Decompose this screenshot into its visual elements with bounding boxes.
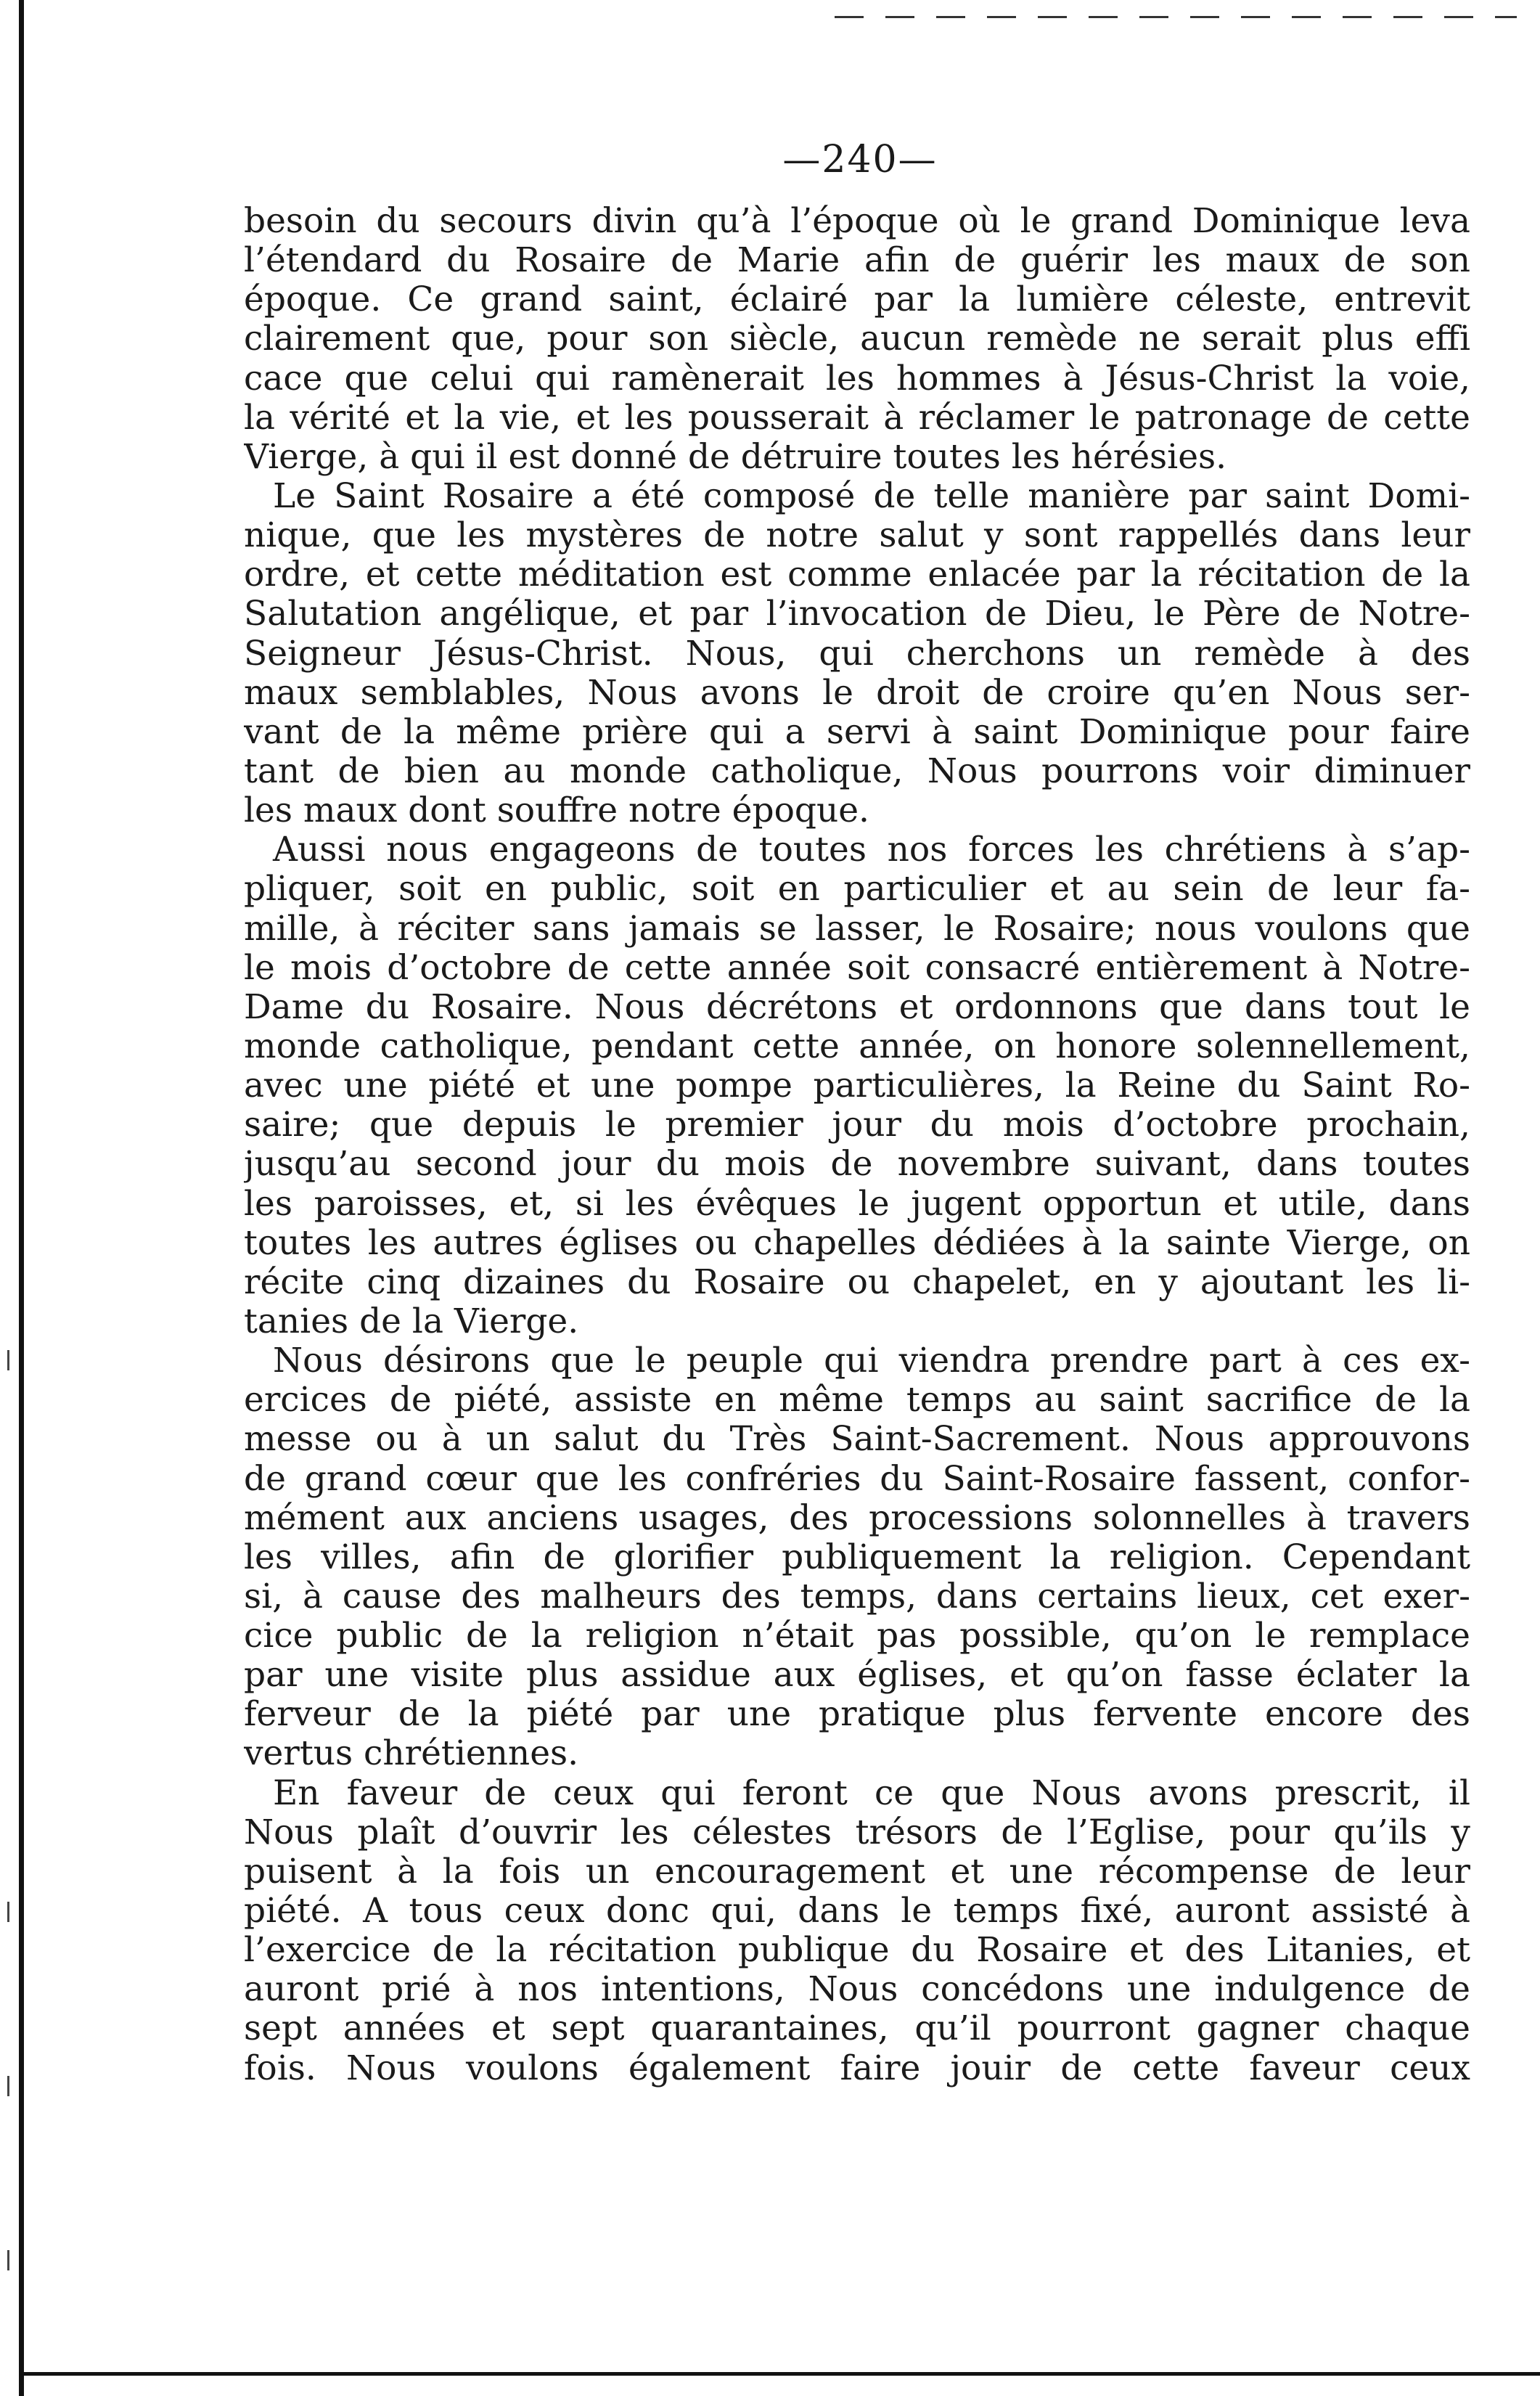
- paragraph-4: [244, 1341, 1470, 1774]
- text-line: besoin du secours divin qu’à l’époque où le grand Dominique leva: [244, 202, 1470, 241]
- paragraph-1: [244, 202, 1470, 477]
- text-line: monde catholique, pendant cette année, on honore solennellement,: [244, 1026, 1470, 1066]
- text-line: le mois d’octobre de cette année soit consacré entièrement à Notre-: [244, 948, 1470, 988]
- text-line: nique, que les mystères de notre salut y sont rappellés dans leur: [244, 516, 1470, 556]
- text-line: toutes les autres églises ou chapelles dédiées à la sainte Vierge, on: [244, 1223, 1470, 1263]
- text-line: fois. Nous voulons également faire jouir de cette faveur ceux: [244, 2048, 1470, 2088]
- text-line: les maux dont souffre notre époque.: [244, 791, 869, 831]
- text-line: vant de la même prière qui a servi à saint Dominique pour faire: [244, 712, 1470, 752]
- text-line: cace que celui qui ramènerait les hommes à Jésus-Christ la voie,: [244, 359, 1470, 398]
- margin-mark: [7, 1350, 9, 1370]
- text-line: si, à cause des malheurs des temps, dans certains lieux, cet exer-: [244, 1577, 1470, 1616]
- margin-mark: [7, 2250, 9, 2270]
- text-line: mille, à réciter sans jamais se lasser, le Rosaire; nous voulons que: [244, 909, 1470, 949]
- text-line: Vierge, à qui il est donné de détruire toutes les hérésies.: [244, 437, 1227, 477]
- text-line: Dame du Rosaire. Nous décrétons et ordonnons que dans tout le: [244, 987, 1470, 1027]
- text-line: messe ou à un salut du Très Saint-Sacrement. Nous approuvons: [244, 1420, 1470, 1460]
- text-line: Le Saint Rosaire a été composé de telle manière par saint Domi-: [273, 476, 1470, 516]
- text-line: jusqu’au second jour du mois de novembre suivant, dans toutes: [244, 1145, 1470, 1185]
- text-line: Nous plaît d’ouvrir les célestes trésors de l’Eglise, pour qu’ils y: [244, 1812, 1470, 1852]
- text-line: ordre, et cette méditation est comme enlacée par la récitation de la: [244, 555, 1470, 595]
- text-line: clairement que, pour son siècle, aucun remède ne serait plus effi: [244, 319, 1470, 359]
- text-line: avec une piété et une pompe particulières, la Reine du Saint Ro-: [244, 1066, 1470, 1106]
- text-line: époque. Ce grand saint, éclairé par la lumière céleste, entrevit: [244, 280, 1470, 320]
- top-scan-edge: [835, 16, 1517, 18]
- text-line: ercices de piété, assiste en même temps au saint sacrifice de la: [244, 1381, 1470, 1420]
- text-line: récite cinq dizaines du Rosaire ou chapelet, en y ajoutant les li-: [244, 1262, 1470, 1302]
- text-line: sept années et sept quarantaines, qu’il pourront gagner chaque: [244, 2009, 1470, 2049]
- paragraph-5: [244, 1774, 1470, 2088]
- text-line: pliquer, soit en public, soit en particulier et au sein de leur fa-: [244, 870, 1470, 909]
- text-line: ferveur de la piété par une pratique plus fervente encore des: [244, 1695, 1470, 1735]
- text-line: Aussi nous engageons de toutes nos forces les chrétiens à s’ap-: [273, 830, 1470, 870]
- paragraph-3: [244, 830, 1470, 1341]
- text-line: tant de bien au monde catholique, Nous pourrons voir diminuer: [244, 751, 1470, 791]
- text-line: piété. A tous ceux donc qui, dans le temps fixé, auront assisté à: [244, 1892, 1470, 1931]
- text-line: l’étendard du Rosaire de Marie afin de guérir les maux de son: [244, 241, 1470, 281]
- text-line: les paroisses, et, si les évêques le jugent opportun et utile, dans: [244, 1184, 1470, 1224]
- text-line: mément aux anciens usages, des processions solonnelles à travers: [244, 1498, 1470, 1538]
- text-line: vertus chrétiennes.: [244, 1734, 579, 1774]
- text-line: cice public de la religion n’était pas possible, qu’on le remplace: [244, 1616, 1470, 1656]
- body-text: [244, 202, 1470, 2088]
- text-line: saire; que depuis le premier jour du mois d’octobre prochain,: [244, 1105, 1470, 1145]
- text-line: Salutation angélique, et par l’invocation de Dieu, le Père de Notre-: [244, 594, 1470, 634]
- text-line: tanies de la Vierge.: [244, 1301, 579, 1341]
- text-line: la vérité et la vie, et les pousserait à réclamer le patronage de cette: [244, 398, 1470, 438]
- text-line: maux semblables, Nous avons le droit de croire qu’en Nous ser-: [244, 673, 1470, 713]
- page-number: —240—: [782, 138, 938, 181]
- text-line: Seigneur Jésus-Christ. Nous, qui cherchons un remède à des: [244, 634, 1470, 674]
- text-line: Nous désirons que le peuple qui viendra prendre part à ces ex-: [273, 1341, 1470, 1381]
- margin-marks: [0, 0, 29, 2396]
- text-line: par une visite plus assidue aux églises, et qu’on fasse éclater la: [244, 1656, 1470, 1696]
- paragraph-2: [244, 477, 1470, 830]
- text-line: l’exercice de la récitation publique du Rosaire et des Litanies, et: [244, 1931, 1470, 1971]
- margin-mark: [7, 1902, 9, 1922]
- text-line: les villes, afin de glorifier publiquement la religion. Cependant: [244, 1537, 1470, 1577]
- text-line: de grand cœur que les confréries du Saint-Rosaire fassent, confor-: [244, 1459, 1470, 1499]
- text-line: puisent à la fois un encouragement et une récompense de leur: [244, 1852, 1470, 1892]
- margin-mark: [7, 2076, 9, 2096]
- text-line: En faveur de ceux qui feront ce que Nous avons prescrit, il: [273, 1773, 1470, 1813]
- bottom-page-edge: [19, 2372, 1540, 2376]
- text-line: auront prié à nos intentions, Nous concédons une indulgence de: [244, 1970, 1470, 2010]
